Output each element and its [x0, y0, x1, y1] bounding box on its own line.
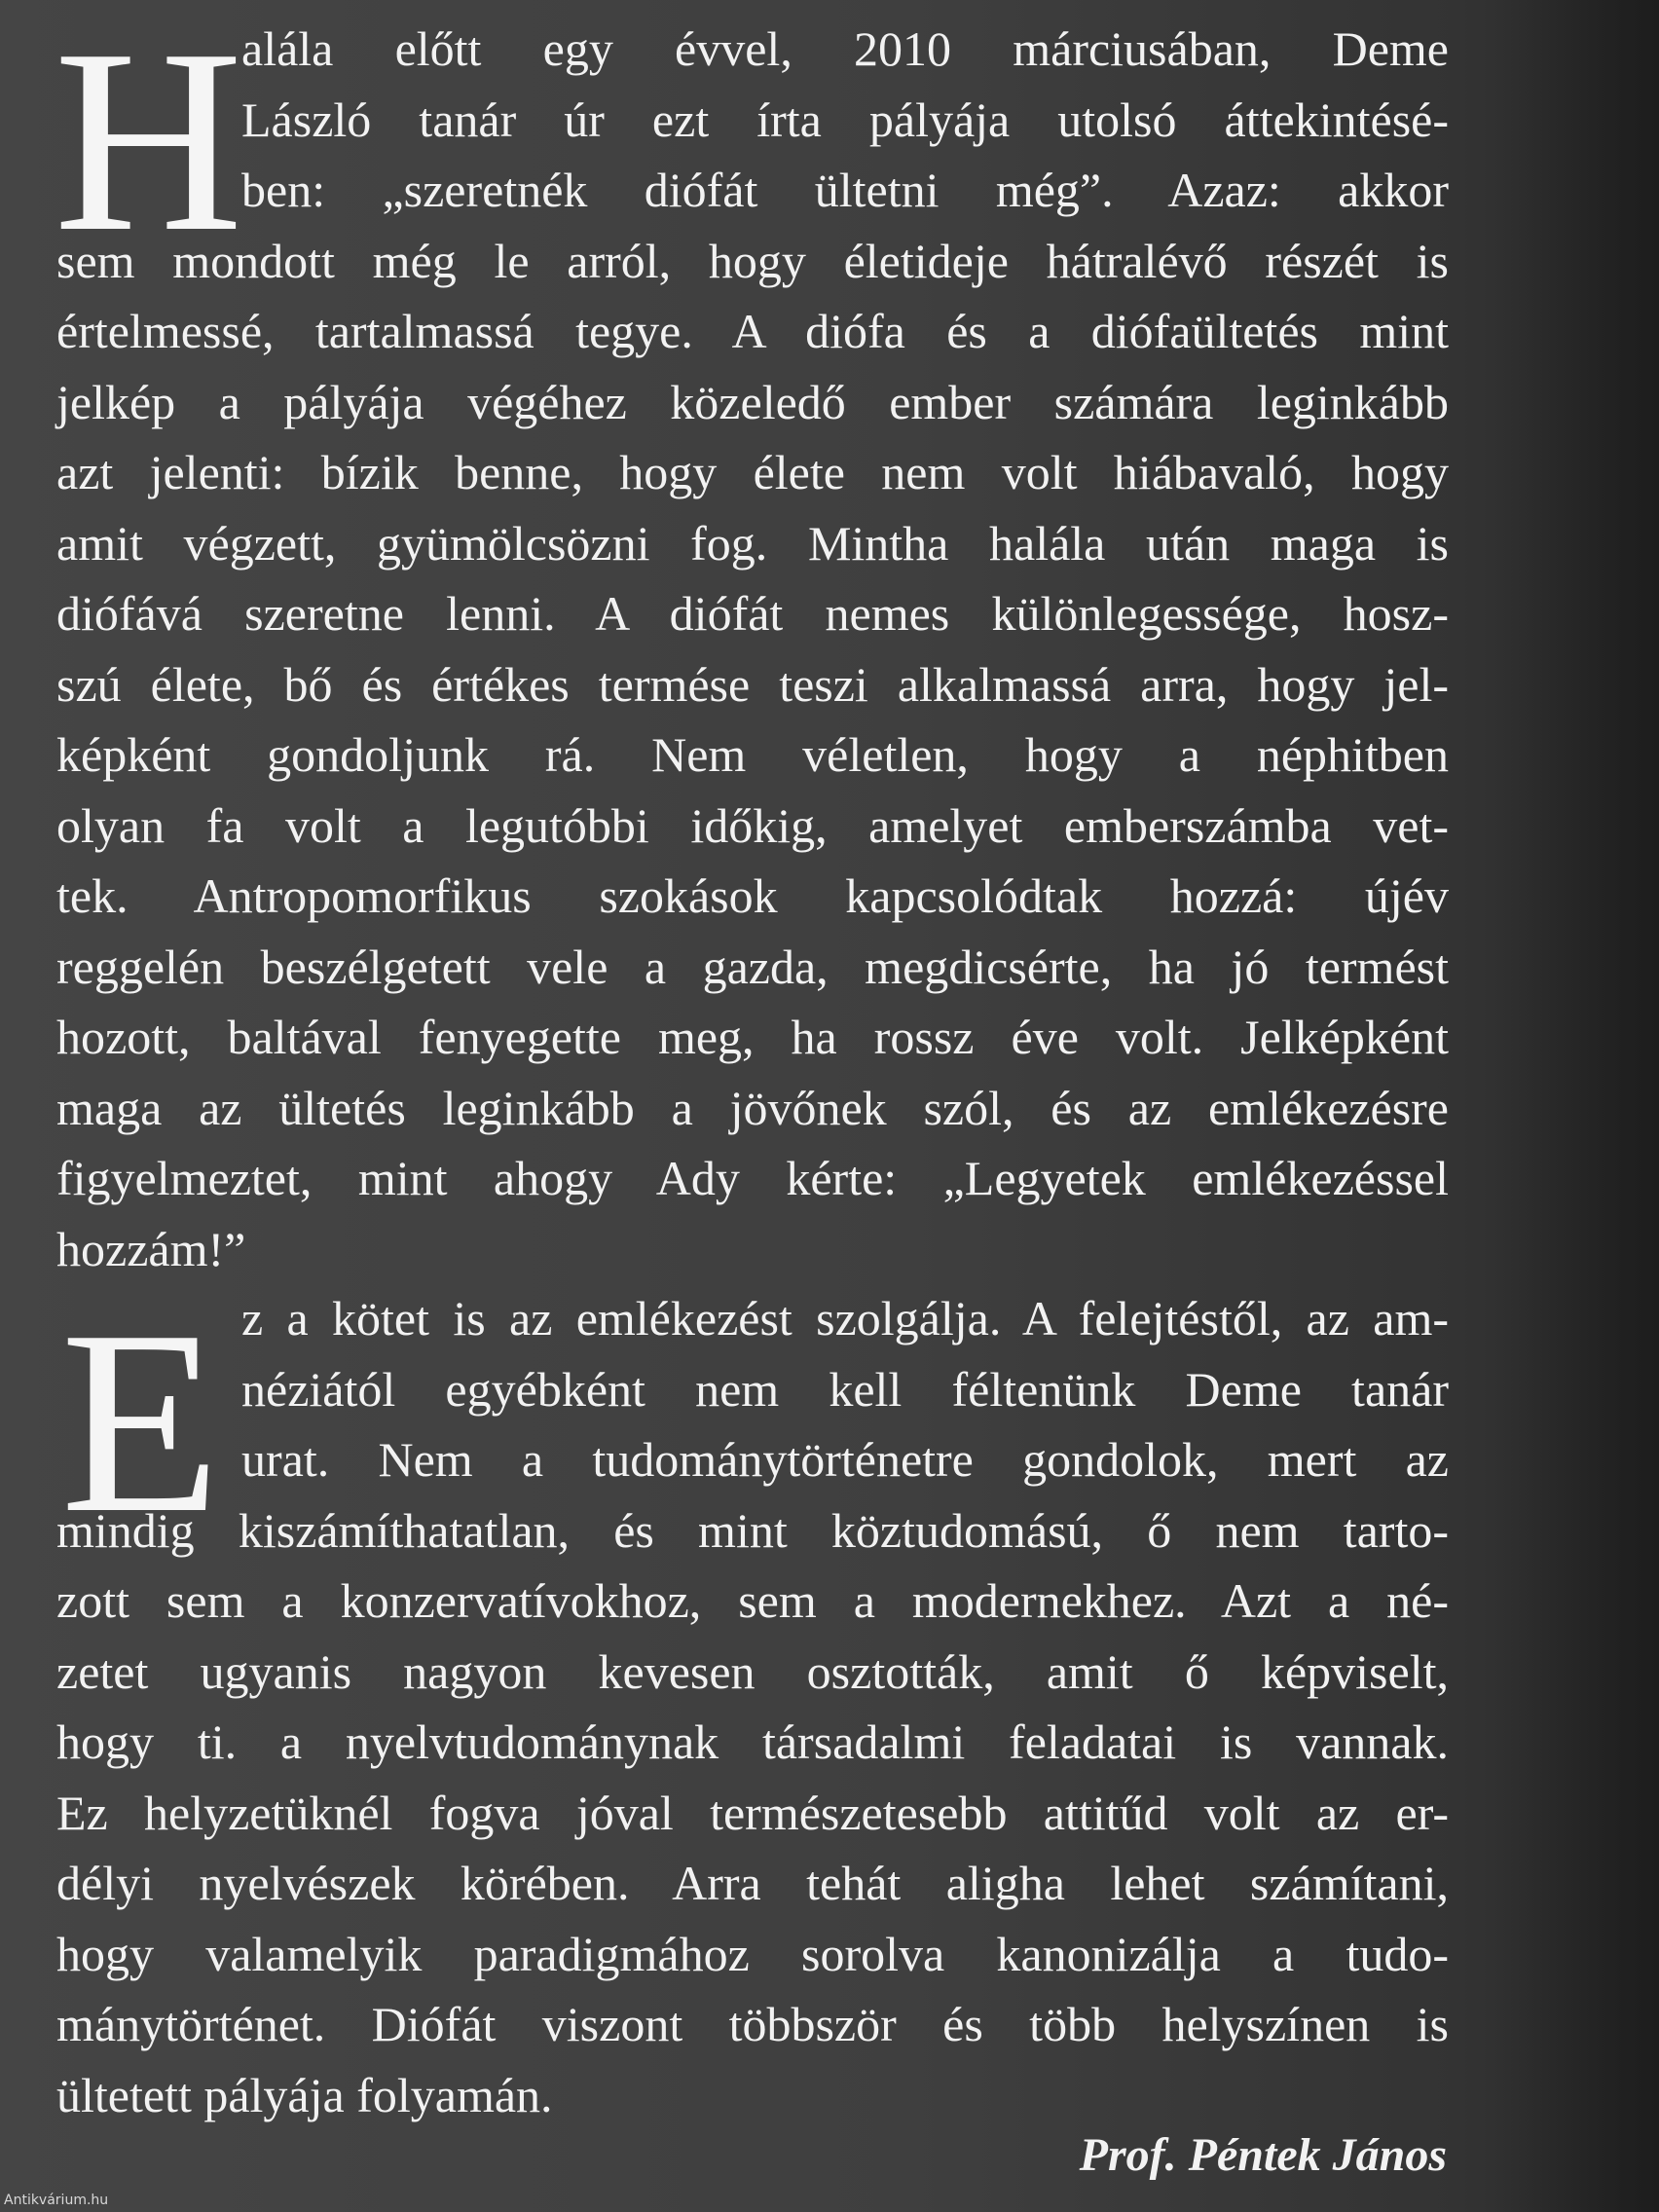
paragraph-2 — [56, 1276, 1449, 2130]
text-line: jelkép a pályája végéhez közeledő ember számára leginkább — [56, 374, 1449, 429]
text-line: urat. Nem a tudománytörténetre gondolok, mert az — [241, 1432, 1449, 1487]
text-line: néziától egyébként nem kell féltenünk Deme tanár — [241, 1361, 1449, 1417]
text-line: reggelén beszélgetett vele a gazda, megdicsérte, ha jó termést — [56, 939, 1449, 994]
dropcap-e: E — [60, 1276, 221, 1567]
author-signature: Prof. Péntek János — [1079, 2129, 1447, 2181]
text-line: maga az ültetés leginkább a jövőnek szól, és az emlékezésre — [56, 1080, 1449, 1135]
text-line: azt jelenti: bízik benne, hogy élete nem volt hiábavaló, hogy — [56, 445, 1449, 499]
text-line: tek. Antropomorfikus szokások kapcsolódtak hozzá: újév — [56, 868, 1449, 923]
page-edge-shadow — [1493, 0, 1659, 2212]
text-line: képként gondoljunk rá. Nem véletlen, hogy a néphitben — [56, 727, 1449, 782]
text-line: alála előtt egy évvel, 2010 márciusában, Deme — [241, 21, 1449, 76]
paragraph-1 — [56, 14, 1449, 1284]
text-line: z a kötet is az emlékezést szolgálja. A felejtéstől, az am- — [241, 1291, 1449, 1346]
text-line: szú élete, bő és értékes termése teszi alkalmassá arra, hogy jel- — [56, 656, 1449, 712]
watermark: Antikvárium.hu — [4, 2193, 109, 2208]
text-line: hozzám!” — [56, 1221, 246, 1276]
text-line: Ez helyzetüknél fogva jóval természetesebb attitűd volt az er- — [56, 1785, 1449, 1840]
text-line: délyi nyelvészek körében. Arra tehát aligha lehet számítani, — [56, 1856, 1449, 1910]
text-line: hozott, baltával fenyegette meg, ha rossz éve volt. Jelképként — [56, 1010, 1449, 1064]
text-line: ben: „szeretnék diófát ültetni még”. Azaz: akkor — [241, 163, 1449, 217]
text-line: László tanár úr ezt írta pályája utolsó áttekintésé- — [241, 92, 1449, 147]
text-line: amit végzett, gyümölcsözni fog. Mintha halála után maga is — [56, 515, 1449, 571]
text-line: mindig kiszámíthatatlan, és mint köztudomású, ő nem tarto- — [56, 1502, 1449, 1558]
text-line: hogy ti. a nyelvtudománynak társadalmi feladatai is vannak. — [56, 1714, 1449, 1769]
text-line: zott sem a konzervatívokhoz, sem a modernekhez. Azt a né- — [56, 1573, 1449, 1628]
text-line: zetet ugyanis nagyon kevesen osztották, amit ő képviselt, — [56, 1643, 1449, 1699]
text-line: olyan fa volt a legutóbbi időkig, amelyet emberszámba vet- — [56, 797, 1449, 853]
text-line: figyelmeztet, mint ahogy Ady kérte: „Legyetek emlékezéssel — [56, 1151, 1449, 1205]
text-line: diófává szeretne lenni. A diófát nemes különlegessége, hosz- — [56, 586, 1449, 641]
text-line: hogy valamelyik paradigmához sorolva kanonizálja a tudo- — [56, 1926, 1449, 1981]
text-line: sem mondott még le arról, hogy életideje hátralévő részét is — [56, 233, 1449, 288]
text-line: ültetett pályája folyamán. — [56, 2067, 553, 2122]
text-line: mánytörténet. Diófát viszont többször és több helyszínen is — [56, 1997, 1449, 2051]
dropcap-h: H — [54, 0, 243, 286]
text-line: értelmessé, tartalmassá tegye. A diófa és a diófaültetés mint — [56, 304, 1449, 358]
